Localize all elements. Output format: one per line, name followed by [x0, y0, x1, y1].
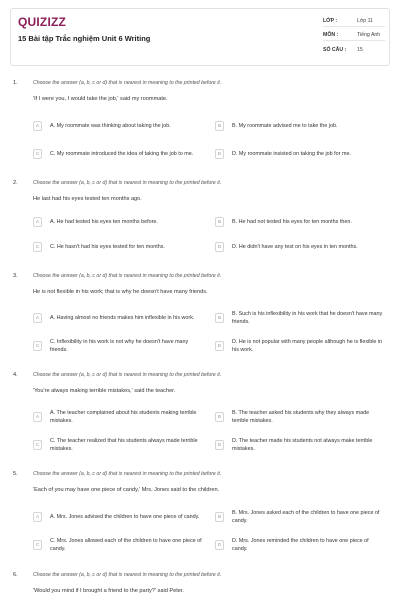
option-text: D. He didn't have any test on his eyes in ten months.	[232, 244, 358, 250]
option-text: B. The teacher asked his students why they always made terrible mistakes.	[232, 410, 370, 424]
question-stem: He last had his eyes tested ten months ago.	[33, 196, 142, 202]
option-text: C. My roommate introduced the idea of taking the job to me.	[50, 151, 194, 157]
option-letter-box: D	[215, 540, 224, 550]
option-letter-box: C	[33, 149, 42, 159]
option-d[interactable]	[215, 141, 385, 167]
option-d[interactable]	[215, 234, 385, 260]
quizizz-logo: QUIZIZZ	[18, 15, 67, 29]
question-instruction: Choose the answer (a, b, c or d) that is nearest in meaning to the printed before it.	[33, 572, 222, 578]
option-letter-box: D	[215, 341, 224, 351]
option-text: A. Having almost no friends makes him inflexible in his work.	[50, 315, 195, 321]
option-letter-box: A	[33, 217, 42, 227]
option-letter-box: C	[33, 540, 42, 550]
meta-value: 15	[357, 47, 363, 53]
question-stem: 'If I were you, I would take the job,' said my roommate.	[33, 96, 168, 102]
option-text: B. Mrs. Jones asked each of the children to have one piece of candy.	[232, 510, 380, 524]
option-text: A. The teacher complained about his students making terrible mistakes.	[50, 410, 197, 424]
option-text: A. My roommate was thinking about taking the job.	[50, 123, 171, 129]
worksheet-title: 15 Bài tập Trắc nghiệm Unit 6 Writing	[18, 34, 151, 43]
question-number: 1.	[13, 80, 18, 86]
option-text: A. He had tested his eyes ten months before.	[50, 219, 158, 225]
option-text: D. He is not popular with many people although he is flexible in his work.	[232, 339, 383, 353]
option-text: D. My roommate insisted on taking the job for me.	[232, 151, 351, 157]
option-text: B. Such is his inflexibility in his work that he doesn't have many friends.	[232, 311, 383, 325]
option-letter-box: D	[215, 242, 224, 252]
question-instruction: Choose the answer (a, b, c or d) that is nearest in meaning to the printed before it.	[33, 180, 222, 186]
option-a[interactable]	[33, 504, 203, 530]
option-a[interactable]	[33, 113, 203, 139]
option-d[interactable]	[215, 432, 385, 458]
option-d[interactable]	[215, 333, 385, 359]
option-letter-box: C	[33, 440, 42, 450]
option-c[interactable]	[33, 333, 203, 359]
option-b[interactable]	[215, 209, 385, 235]
option-b[interactable]	[215, 504, 385, 530]
option-b[interactable]	[215, 305, 385, 331]
option-letter-box: C	[33, 242, 42, 252]
option-b[interactable]	[215, 404, 385, 430]
meta-value: Tiếng Anh	[357, 32, 381, 38]
question-instruction: Choose the answer (a, b, c or d) that is nearest in meaning to the printed before it.	[33, 372, 222, 378]
option-letter-box: B	[215, 313, 224, 323]
question-stem: 'Each of you may have one piece of candy,' Mrs. Jones said to the children.	[33, 487, 220, 493]
question-number: 2.	[13, 180, 18, 186]
option-c[interactable]	[33, 432, 203, 458]
option-letter-box: C	[33, 341, 42, 351]
option-text: A. Mrs. Jones advised the children to have one piece of candy.	[50, 514, 200, 520]
option-letter-box: B	[215, 412, 224, 422]
option-text: C. He hasn't had his eyes tested for ten months.	[50, 244, 165, 250]
option-text: D. The teacher made his students not always make terrible mistakes.	[232, 438, 373, 452]
question-instruction: Choose the answer (a, b, c or d) that is nearest in meaning to the printed before it.	[33, 80, 222, 86]
option-letter-box: A	[33, 512, 42, 522]
option-text: C. The teacher realized that his students always made terrible mistakes.	[50, 438, 198, 452]
meta-divider	[323, 40, 385, 41]
question-number: 6.	[13, 572, 18, 578]
question-number: 4.	[13, 372, 18, 378]
option-letter-box: A	[33, 412, 42, 422]
option-letter-box: D	[215, 440, 224, 450]
option-text: C. Mrs. Jones allowed each of the children to have one piece of candy.	[50, 538, 202, 552]
option-c[interactable]	[33, 141, 203, 167]
option-letter-box: B	[215, 121, 224, 131]
question-instruction: Choose the answer (a, b, c or d) that is nearest in meaning to the printed before it.	[33, 471, 222, 477]
option-a[interactable]	[33, 209, 203, 235]
meta-divider	[323, 26, 385, 27]
question-stem: 'Would you mind if I brought a friend to the party?' said Peter.	[33, 588, 184, 594]
option-a[interactable]	[33, 305, 203, 331]
option-text: B. He had not tested his eyes for ten months then.	[232, 219, 352, 225]
question-stem: He is not flexible in his work; that is why he doesn't have many friends.	[33, 289, 208, 295]
option-c[interactable]	[33, 532, 203, 558]
option-letter-box: B	[215, 512, 224, 522]
option-b[interactable]	[215, 113, 385, 139]
option-d[interactable]	[215, 532, 385, 558]
option-text: B. My roommate advised me to take the job.	[232, 123, 338, 129]
option-letter-box: A	[33, 313, 42, 323]
question-number: 5.	[13, 471, 18, 477]
option-a[interactable]	[33, 404, 203, 430]
option-text: C. Inflexibility in his work is not why he doesn't have many friends.	[50, 339, 189, 353]
question-stem: 'You're always making terrible mistakes,' said the teacher.	[33, 388, 176, 394]
option-c[interactable]	[33, 234, 203, 260]
option-letter-box: A	[33, 121, 42, 131]
meta-key: LỚP :	[323, 18, 338, 24]
meta-key: SỐ CÂU :	[323, 47, 347, 53]
option-letter-box: B	[215, 217, 224, 227]
option-letter-box: D	[215, 149, 224, 159]
question-instruction: Choose the answer (a, b, c or d) that is nearest in meaning to the printed before it.	[33, 273, 222, 279]
option-text: D. Mrs. Jones reminded the children to have one piece of candy.	[232, 538, 369, 552]
meta-value: Lớp 11	[357, 18, 373, 24]
meta-key: MÔN :	[323, 32, 339, 38]
question-number: 3.	[13, 273, 18, 279]
worksheet-header	[10, 8, 390, 66]
